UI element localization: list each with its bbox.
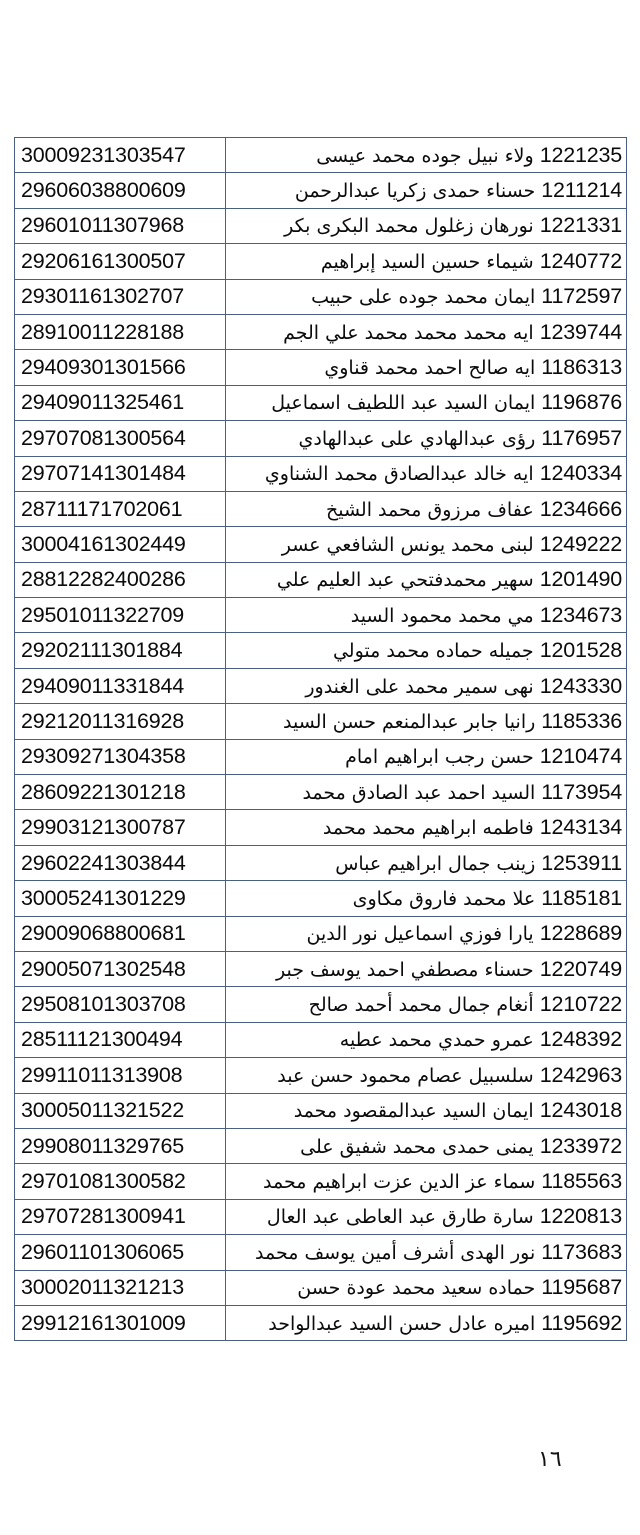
national-id-cell: 30005011321522	[15, 1093, 226, 1128]
employee-code: 1211214	[541, 178, 622, 203]
code-name-cell	[226, 279, 627, 314]
national-id-cell: 29409011325461	[15, 385, 226, 420]
national-id-cell: 28812282400286	[15, 562, 226, 597]
table-row	[15, 987, 627, 1022]
code-name-cell	[226, 951, 627, 986]
employee-code: 1185563	[541, 1169, 622, 1194]
employee-name: ايه صالح احمد محمد قناوي	[324, 357, 536, 380]
table-row	[15, 173, 627, 208]
code-name-cell	[226, 704, 627, 739]
employee-code: 1221235	[539, 142, 622, 167]
code-name-cell	[226, 1022, 627, 1057]
employee-code: 1195687	[541, 1275, 622, 1300]
employee-code: 1253911	[541, 850, 622, 875]
employee-name: لبنى محمد يونس الشافعي عسر	[281, 533, 534, 556]
employee-code: 1243018	[539, 1098, 622, 1123]
employee-name: جميله حماده محمد متولي	[332, 640, 534, 663]
national-id-cell: 28910011228188	[15, 314, 226, 349]
code-name-cell	[226, 385, 627, 420]
national-id-cell: 29309271304358	[15, 739, 226, 774]
national-id-cell: 29301161302707	[15, 279, 226, 314]
table-row	[15, 775, 627, 810]
table-row	[15, 598, 627, 633]
national-id-cell: 29601101306065	[15, 1235, 226, 1270]
table-row	[15, 1305, 627, 1340]
table-row	[15, 739, 627, 774]
table-row	[15, 1128, 627, 1163]
table-row	[15, 1164, 627, 1199]
employee-code: 1210474	[539, 744, 622, 769]
code-name-cell	[226, 421, 627, 456]
code-name-cell	[226, 881, 627, 916]
national-id-cell: 29601011307968	[15, 208, 226, 243]
national-id-cell: 29911011313908	[15, 1058, 226, 1093]
code-name-cell	[226, 350, 627, 385]
table-row	[15, 279, 627, 314]
code-name-cell	[226, 314, 627, 349]
employee-code: 1221331	[539, 213, 622, 238]
employee-code: 1172597	[541, 284, 622, 309]
code-name-cell	[226, 987, 627, 1022]
table-row	[15, 951, 627, 986]
national-id-cell: 29009068800681	[15, 916, 226, 951]
employee-name: يمنى حمدى محمد شفيق على	[300, 1135, 534, 1158]
code-name-cell	[226, 1058, 627, 1093]
national-id-cell: 29707141301484	[15, 456, 226, 491]
employee-code: 1240772	[539, 248, 622, 273]
code-name-cell	[226, 1270, 627, 1305]
national-id-cell: 29912161301009	[15, 1305, 226, 1340]
employee-code: 1249222	[539, 531, 622, 556]
code-name-cell	[226, 668, 627, 703]
code-name-cell	[226, 1235, 627, 1270]
employee-name: أنغام جمال محمد أحمد صالح	[308, 994, 534, 1017]
table-row	[15, 668, 627, 703]
code-name-cell	[226, 456, 627, 491]
employee-name: حسن رجب ابراهيم امام	[345, 746, 534, 769]
national-id-cell: 29903121300787	[15, 810, 226, 845]
table-row	[15, 562, 627, 597]
employee-code: 1186313	[541, 355, 622, 380]
employee-name: ايه محمد محمد محمد علي الجم	[283, 321, 534, 344]
national-id-cell: 29707281300941	[15, 1199, 226, 1234]
code-name-cell	[226, 633, 627, 668]
national-id-cell: 30005241301229	[15, 881, 226, 916]
table-row	[15, 1270, 627, 1305]
employee-code: 1234673	[539, 602, 622, 627]
code-name-cell	[226, 1164, 627, 1199]
employee-code: 1233972	[539, 1133, 622, 1158]
national-id-cell: 29206161300507	[15, 244, 226, 279]
employee-name: يارا فوزي اسماعيل نور الدين	[306, 923, 534, 946]
code-name-cell	[226, 1305, 627, 1340]
code-name-cell	[226, 208, 627, 243]
employee-code: 1234666	[539, 496, 622, 521]
table-row	[15, 491, 627, 526]
table-row	[15, 527, 627, 562]
code-name-cell	[226, 845, 627, 880]
employee-code: 1220813	[539, 1204, 622, 1229]
employee-name: نورهان زغلول محمد البكرى بكر	[284, 215, 534, 238]
employee-name: علا محمد فاروق مكاوى	[352, 887, 536, 910]
employee-name: ايمان محمد جوده على حبيب	[311, 286, 536, 309]
table-row	[15, 350, 627, 385]
table-row	[15, 456, 627, 491]
code-name-cell	[226, 810, 627, 845]
employee-code: 1185336	[541, 708, 622, 733]
code-name-cell	[226, 598, 627, 633]
table-row	[15, 916, 627, 951]
employee-code: 1210722	[539, 992, 622, 1017]
employee-name: فاطمه ابراهيم محمد محمد	[322, 817, 534, 840]
employee-code: 1185181	[541, 885, 622, 910]
employee-name: حماده سعيد محمد عودة حسن	[297, 1277, 536, 1300]
national-id-cell: 29202111301884	[15, 633, 226, 668]
employee-code: 1201490	[539, 567, 622, 592]
national-id-cell: 29908011329765	[15, 1128, 226, 1163]
national-id-cell: 29508101303708	[15, 987, 226, 1022]
code-name-cell	[226, 138, 627, 173]
employee-name: عمرو حمدي محمد عطيه	[339, 1029, 534, 1052]
table-row	[15, 1058, 627, 1093]
code-name-cell	[226, 491, 627, 526]
table-row	[15, 208, 627, 243]
code-name-cell	[226, 739, 627, 774]
employee-name: مي محمد محمود السيد	[350, 604, 534, 627]
table-row	[15, 421, 627, 456]
code-name-cell	[226, 1093, 627, 1128]
employee-name: اميره عادل حسن السيد عبدالواحد	[268, 1312, 536, 1335]
employee-name: عفاف مرزوق محمد الشيخ	[325, 498, 534, 521]
employee-name: حسناء مصطفي احمد يوسف جبر	[276, 958, 534, 981]
table-row	[15, 845, 627, 880]
employee-name: سارة طارق عبد العاطى عبد العال	[266, 1206, 534, 1229]
employee-name: رانيا جابر عبدالمنعم حسن السيد	[283, 710, 536, 733]
employee-name: ولاء نبيل جوده محمد عيسى	[316, 144, 534, 167]
national-id-cell: 29212011316928	[15, 704, 226, 739]
roster-table	[14, 137, 627, 1341]
table-row	[15, 385, 627, 420]
employee-code: 1239744	[539, 319, 622, 344]
national-id-cell: 29602241303844	[15, 845, 226, 880]
national-id-cell: 29501011322709	[15, 598, 226, 633]
employee-code: 1248392	[539, 1027, 622, 1052]
national-id-cell: 29409301301566	[15, 350, 226, 385]
employee-code: 1243330	[539, 673, 622, 698]
table-row	[15, 704, 627, 739]
national-id-cell: 30009231303547	[15, 138, 226, 173]
table-row	[15, 138, 627, 173]
table-row	[15, 244, 627, 279]
national-id-cell: 30002011321213	[15, 1270, 226, 1305]
page-number: ١٦	[538, 1447, 562, 1472]
code-name-cell	[226, 244, 627, 279]
employee-name: حسناء حمدى زكريا عبدالرحمن	[294, 180, 536, 203]
employee-code: 1220749	[539, 956, 622, 981]
table-row	[15, 1093, 627, 1128]
employee-name: سهير محمدفتحي عبد العليم علي	[276, 569, 534, 592]
employee-code: 1195692	[541, 1310, 622, 1335]
employee-name: سماء عز الدين عزت ابراهيم محمد	[263, 1171, 536, 1194]
national-id-cell: 29701081300582	[15, 1164, 226, 1199]
national-id-cell: 28511121300494	[15, 1022, 226, 1057]
code-name-cell	[226, 1128, 627, 1163]
employee-code: 1243134	[539, 815, 622, 840]
national-id-cell: 28609221301218	[15, 775, 226, 810]
table-row	[15, 314, 627, 349]
employee-name: سلسبيل عصام محمود حسن عبد	[277, 1064, 534, 1087]
national-id-cell: 29409011331844	[15, 668, 226, 703]
code-name-cell	[226, 775, 627, 810]
code-name-cell	[226, 527, 627, 562]
code-name-cell	[226, 916, 627, 951]
employee-name: نور الهدى أشرف أمين يوسف محمد	[255, 1241, 536, 1264]
employee-name: ايه خالد عبدالصادق محمد الشناوي	[264, 463, 534, 486]
roster-body	[15, 138, 627, 1341]
national-id-cell: 29606038800609	[15, 173, 226, 208]
national-id-cell: 30004161302449	[15, 527, 226, 562]
employee-code: 1173683	[541, 1239, 622, 1264]
employee-code: 1228689	[539, 921, 622, 946]
employee-code: 1176957	[541, 425, 622, 450]
employee-name: نهى سمير محمد على الغندور	[305, 675, 534, 698]
employee-name: السيد احمد عبد الصادق محمد	[302, 781, 536, 804]
employee-name: ايمان السيد عبد اللطيف اسماعيل	[271, 392, 536, 415]
table-row	[15, 810, 627, 845]
employee-code: 1201528	[539, 638, 622, 663]
national-id-cell: 29005071302548	[15, 951, 226, 986]
employee-code: 1173954	[541, 779, 622, 804]
table-row	[15, 881, 627, 916]
employee-code: 1196876	[541, 390, 622, 415]
table-row	[15, 633, 627, 668]
code-name-cell	[226, 1199, 627, 1234]
code-name-cell	[226, 173, 627, 208]
employee-code: 1240334	[539, 461, 622, 486]
employee-code: 1242963	[539, 1062, 622, 1087]
table-row	[15, 1199, 627, 1234]
code-name-cell	[226, 562, 627, 597]
national-id-cell: 29707081300564	[15, 421, 226, 456]
employee-name: زينب جمال ابراهيم عباس	[335, 852, 536, 875]
table-row	[15, 1235, 627, 1270]
employee-name: رؤى عبدالهادي على عبدالهادي	[298, 427, 536, 450]
table-row	[15, 1022, 627, 1057]
employee-name: ايمان السيد عبدالمقصود محمد	[293, 1100, 534, 1123]
employee-name: شيماء حسين السيد إبراهيم	[320, 250, 534, 273]
national-id-cell: 28711171702061	[15, 491, 226, 526]
